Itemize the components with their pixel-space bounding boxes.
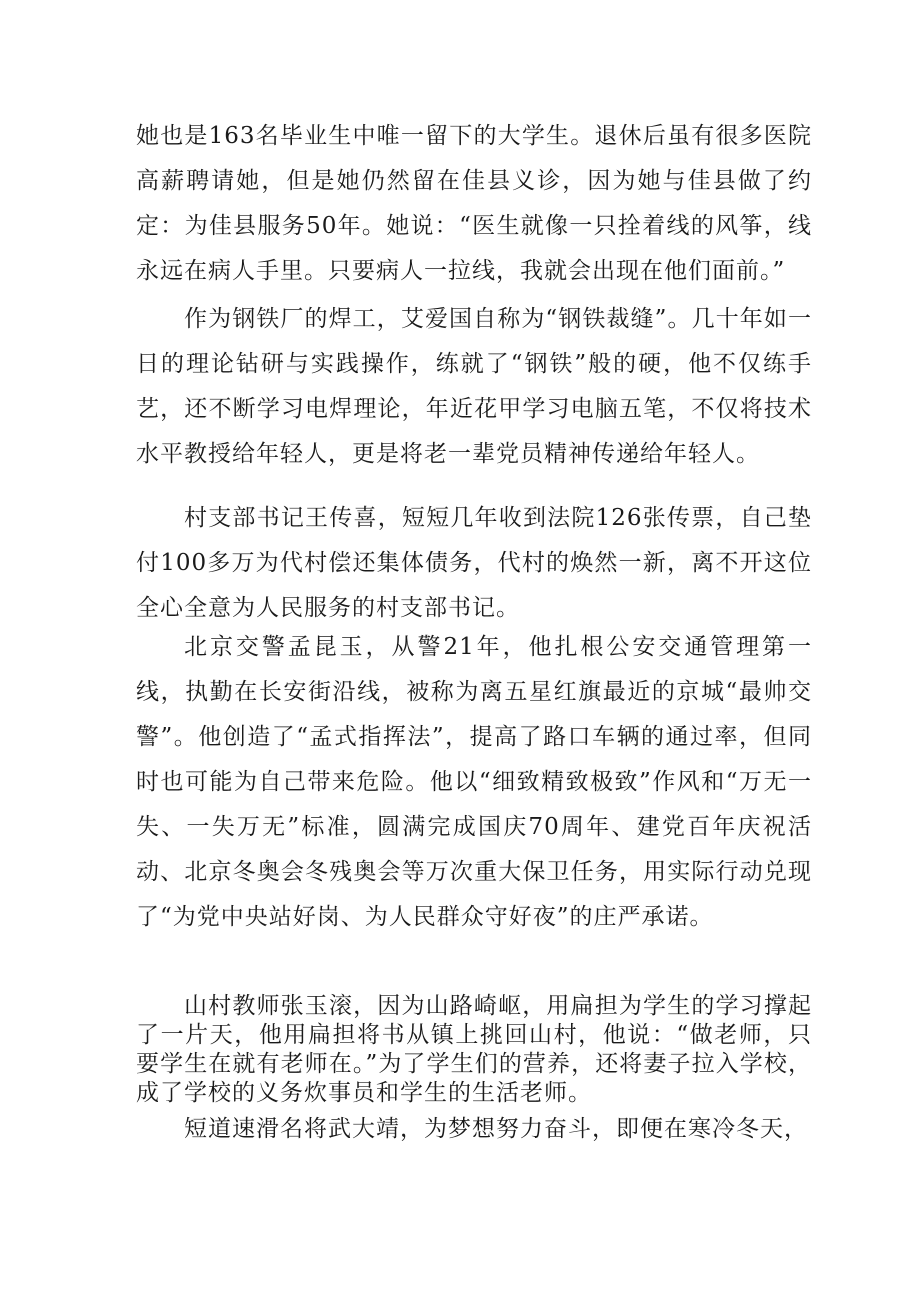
paragraph-steel-tailor: 作为钢铁厂的焊工，艾爱国自称为“钢铁裁缝”。几十年如一日的理论钻研与实践操作，练就了“钢铁”般的硬，他不仅练手艺，还不断学习电焊理论，年近花甲学习电脑五笔，不仅将技术水平教授给年轻人，更是将老一辈党员精神传递给年轻人。 <box>136 306 812 467</box>
paragraph-village-secretary: 村支部书记王传喜，短短几年收到法院126张传票，自己垫付100多万为代村偿还集体债务，代村的焕然一新，离不开这位全心全意为人民服务的村支部书记。 <box>136 505 812 621</box>
paragraph-doctor-pledge: 她也是163名毕业生中唯一留下的大学生。退休后虽有很多医院高薪聘请她，但是她仍然留在佳县义诊，因为她与佳县做了约定：为佳县服务50年。她说：“医生就像一只拴着线的风筝，线永远在病人手里。只要病人一拉线，我就会出现在他们面前。” <box>136 123 812 284</box>
paragraph-mountain-teacher: 山村教师张玉滚，因为山路崎岖，用扁担为学生的学习撑起了一片天，他用扁担将书从镇上挑回山村，他说：“做老师，只要学生在就有老师在。”为了学生们的营养，还将妻子拉入学校，成了学校的义务炊事员和学生的生活老师。 <box>136 993 812 1106</box>
paragraph-traffic-police: 北京交警孟昆玉，从警21年，他扎根公安交通管理第一线，执勤在长安街沿线，被称为离五星红旗最近的京城“最帅交警”。他创造了“孟式指挥法”，提高了路口车辆的通过率，但同时也可能为自己带来危险。他以“细致精致极致”作风和“万无一失、一失万无”标准，圆满完成国庆70周年、建党百年庆祝活动、北京冬奥会冬残奥会等万次重大保卫任务，用实际行动兑现了“为党中央站好岗、为人民群众守好夜”的庄严承诺。 <box>136 634 812 930</box>
paragraph-speed-skater: 短道速滑名将武大靖，为梦想努力奋斗，即便在寒冷冬天， <box>184 1116 808 1142</box>
